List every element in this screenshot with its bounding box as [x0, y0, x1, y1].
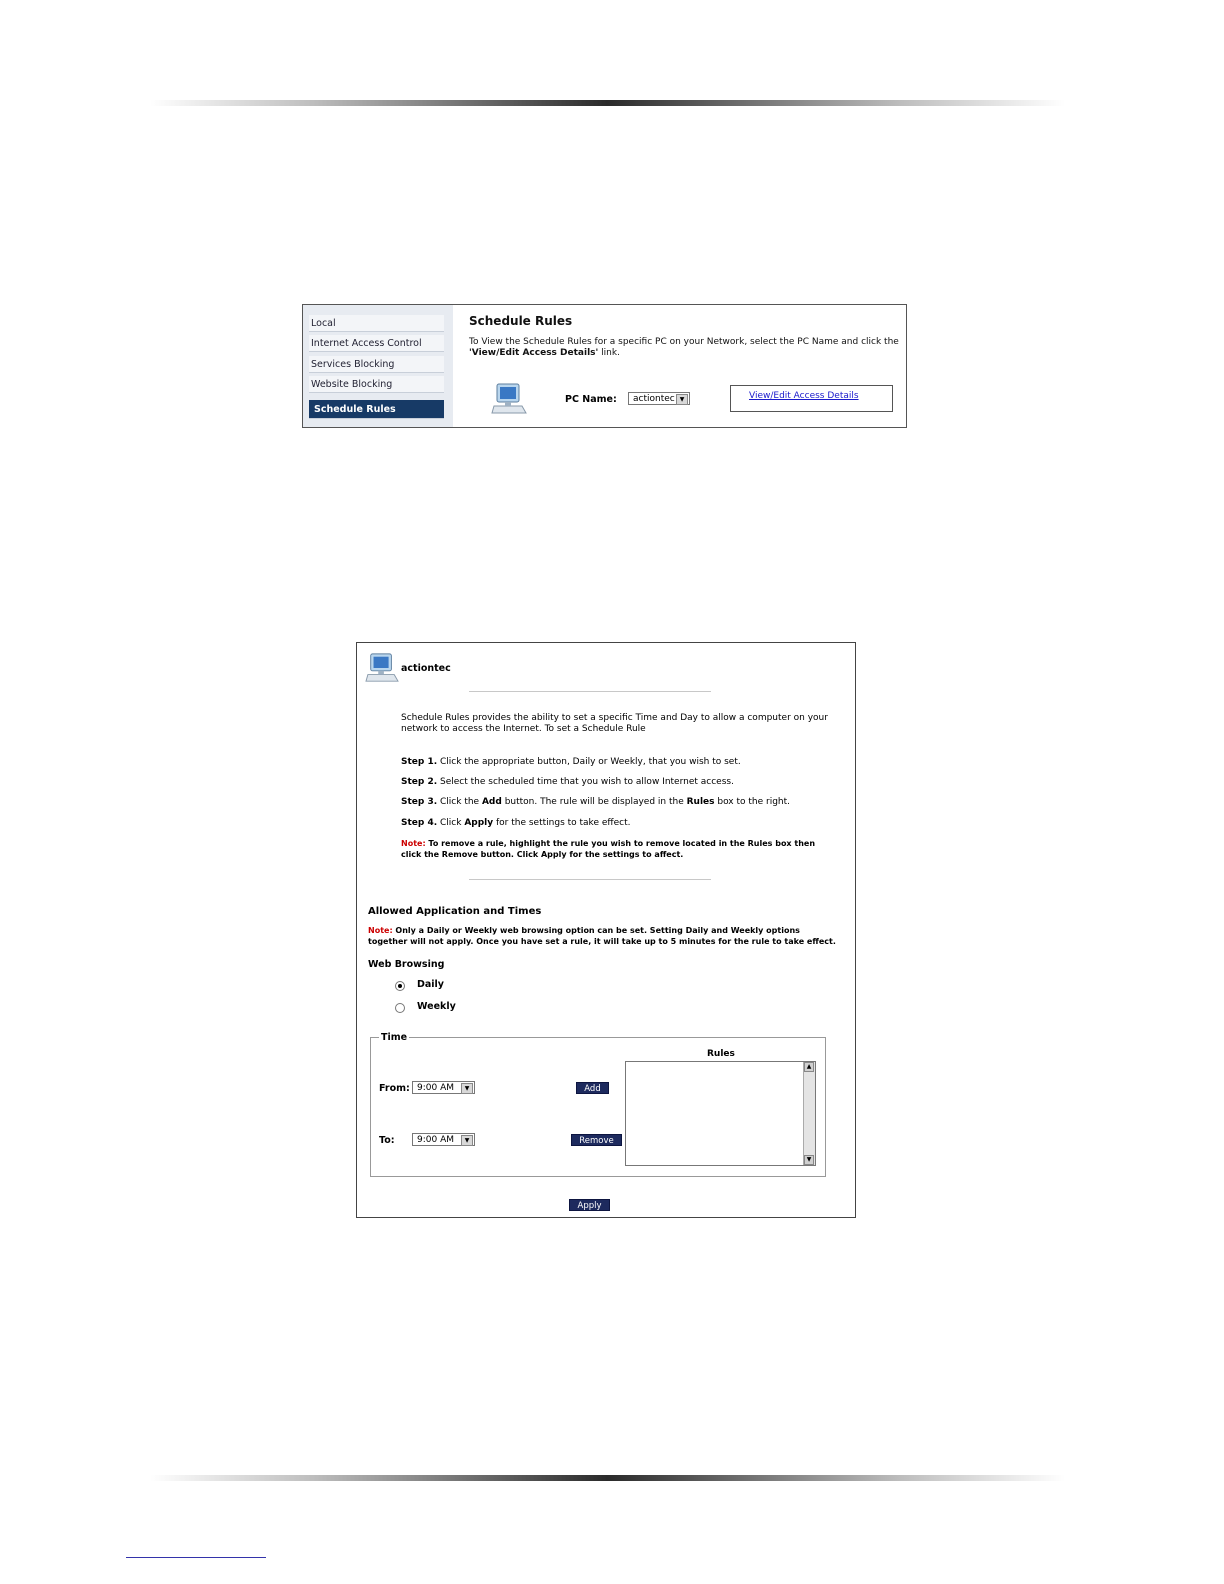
chevron-down-icon[interactable]: ▼: [461, 1083, 473, 1094]
step-bold: Add: [481, 797, 502, 807]
link-box: [730, 385, 893, 412]
sidebar-item-website-blocking[interactable]: Website Blocking: [309, 376, 444, 393]
divider: [469, 879, 711, 880]
step-bold: Apply: [464, 818, 494, 828]
description-suffix: link.: [598, 348, 620, 358]
pc-name-label: PC Name:: [565, 394, 617, 405]
footer-underline: [126, 1557, 266, 1558]
rules-scrollbar[interactable]: [803, 1062, 815, 1165]
step-2: [401, 777, 734, 787]
step-label: Step 1.: [401, 757, 438, 767]
remove-note: [401, 838, 831, 860]
step-text: for the settings to take effect.: [493, 818, 631, 828]
pc-name-select[interactable]: [628, 392, 690, 405]
step-text: Click the appropriate button, Daily or Weekly, that you wish to set.: [437, 757, 741, 767]
step-label: Step 3.: [401, 797, 438, 807]
sidebar: [303, 305, 453, 427]
to-time-select[interactable]: [412, 1133, 475, 1146]
page-title: Schedule Rules: [469, 314, 573, 328]
schedule-rules-panel: [302, 304, 907, 428]
description-link-name: 'View/Edit Access Details': [469, 348, 599, 358]
time-legend: Time: [381, 1032, 408, 1043]
section-title: Allowed Application and Times: [368, 906, 542, 917]
pc-name-value: actiontec: [633, 394, 675, 404]
step-label: Step 4.: [401, 818, 438, 828]
daily-weekly-note: [368, 925, 838, 947]
scroll-down-icon[interactable]: ▼: [804, 1155, 814, 1165]
to-time-value: 9:00 AM: [417, 1135, 454, 1145]
header-rule: [150, 100, 1065, 106]
web-browsing-label: Web Browsing: [368, 959, 445, 970]
rules-listbox[interactable]: [625, 1061, 816, 1166]
chevron-down-icon[interactable]: ▼: [461, 1135, 473, 1146]
step-bold: Rules: [686, 797, 715, 807]
step-text: Click: [437, 818, 465, 828]
remove-button[interactable]: Remove: [571, 1134, 622, 1146]
from-time-value: 9:00 AM: [417, 1083, 454, 1093]
weekly-label: Weekly: [417, 1001, 456, 1012]
step-label: Step 2.: [401, 777, 438, 787]
note-label: Note:: [368, 926, 393, 935]
step-text: Select the scheduled time that you wish to allow Internet access.: [437, 777, 734, 787]
schedule-rule-editor: [356, 642, 856, 1218]
from-label: From:: [379, 1083, 410, 1094]
view-edit-access-details-link[interactable]: View/Edit Access Details: [749, 391, 859, 401]
step-text: box to the right.: [714, 797, 791, 807]
pc-name: actiontec: [401, 663, 451, 674]
note-text: To remove a rule, highlight the rule you wish to remove located in the Rules box then click the Remove button. Click Apply for the settings to affect.: [401, 839, 816, 859]
step-text: Click the: [437, 797, 482, 807]
sidebar-item-services-blocking[interactable]: Services Blocking: [309, 356, 444, 373]
computer-icon: [365, 652, 399, 684]
daily-label: Daily: [417, 979, 445, 990]
note-text: Only a Daily or Weekly web browsing option can be set. Setting Daily and Weekly options together will not apply. Once you have set a rule, it will take up to 5 minutes for the rule to take effect.: [368, 926, 836, 946]
step-4: [401, 818, 630, 828]
daily-radio[interactable]: [395, 981, 405, 991]
weekly-radio[interactable]: [395, 1003, 405, 1013]
sidebar-item-schedule-rules[interactable]: Schedule Rules: [309, 400, 444, 419]
chevron-down-icon[interactable]: ▼: [676, 394, 688, 405]
step-1: [401, 757, 741, 767]
from-time-select[interactable]: [412, 1081, 475, 1094]
apply-button[interactable]: Apply: [569, 1199, 610, 1211]
step-3: [401, 797, 790, 807]
add-button[interactable]: Add: [576, 1082, 609, 1094]
footer-rule: [150, 1475, 1065, 1481]
rules-title: Rules: [707, 1049, 735, 1059]
sidebar-item-internet-access-control[interactable]: Internet Access Control: [309, 335, 444, 352]
scroll-up-icon[interactable]: ▲: [804, 1062, 814, 1072]
description-text: To View the Schedule Rules for a specific PC on your Network, select the PC Name and click the: [469, 337, 899, 347]
note-label: Note:: [401, 839, 426, 848]
page-description: [469, 337, 899, 359]
computer-icon: [491, 382, 527, 416]
sidebar-item-local[interactable]: Local: [309, 315, 444, 332]
to-label: To:: [379, 1135, 395, 1146]
intro-text: Schedule Rules provides the ability to set a specific Time and Day to allow a computer on your network to access the Internet. To set a Schedule Rule: [401, 713, 828, 734]
step-text: button. The rule will be displayed in the: [501, 797, 687, 807]
divider: [469, 691, 711, 692]
